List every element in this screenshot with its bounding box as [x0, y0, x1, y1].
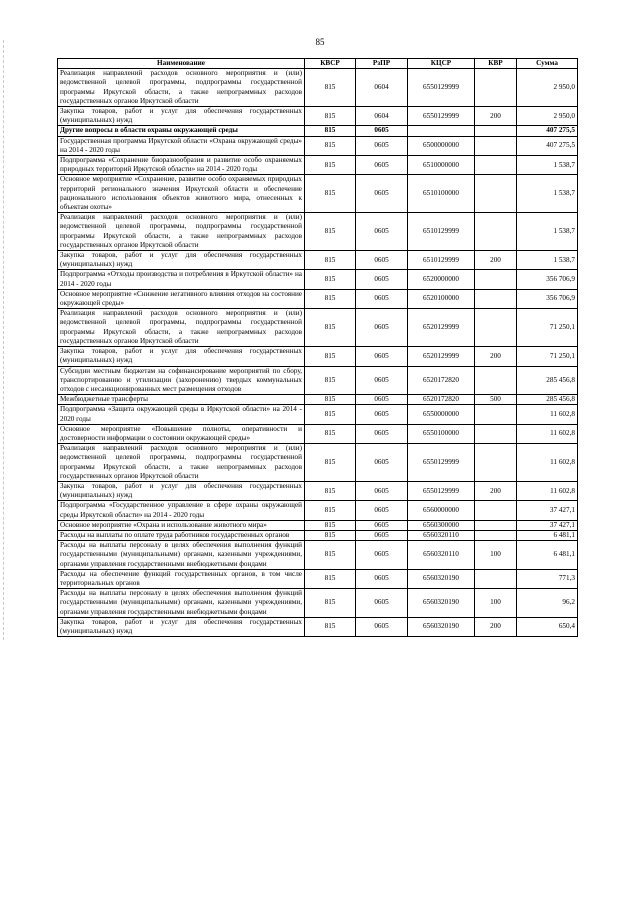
- cell-sum: 285 456,8: [517, 395, 578, 405]
- table-row: [58, 405, 578, 424]
- table-row: [58, 395, 578, 405]
- cell-name: Субсидии местным бюджетам на софинансирование мероприятий по сбору, транспортированию и утилизации (захоронению) твердых коммунальных отходов с несанкционированных мест размещения отходов: [58, 366, 305, 395]
- cell-kvr: [475, 405, 517, 424]
- cell-kcsr: 6560320110: [408, 541, 475, 570]
- cell-kcsr: 6520129999: [408, 347, 475, 366]
- cell-rzpr: 0605: [356, 481, 408, 500]
- cell-name: Расходы на выплаты персоналу в целях обеспечения выполнения функций государственными (муниципальными) органами, казенными учреждениями, органами управления государственными внебюджетными фондами: [58, 589, 305, 618]
- cell-kcsr: 6510100000: [408, 175, 475, 213]
- cell-kvr: 200: [475, 107, 517, 126]
- cell-name: Межбюджетные трансферты: [58, 395, 305, 405]
- cell-rzpr: 0605: [356, 347, 408, 366]
- cell-kvsr: 815: [305, 520, 356, 530]
- cell-sum: 96,2: [517, 589, 578, 618]
- cell-kvr: [475, 569, 517, 588]
- cell-kcsr: 6550100000: [408, 424, 475, 443]
- cell-kcsr: 6560320190: [408, 589, 475, 618]
- cell-rzpr: 0605: [356, 444, 408, 482]
- header-kcsr: КЦСР: [408, 59, 475, 69]
- cell-sum: 71 250,1: [517, 309, 578, 347]
- cell-kvsr: 815: [305, 501, 356, 520]
- cell-kvr: 100: [475, 589, 517, 618]
- table-row: [58, 617, 578, 636]
- cell-name: Закупка товаров, работ и услуг для обеспечения государственных (муниципальных) нужд: [58, 107, 305, 126]
- cell-kvr: [475, 270, 517, 289]
- cell-kvsr: 815: [305, 395, 356, 405]
- cell-kcsr: 6550000000: [408, 405, 475, 424]
- cell-sum: 1 538,7: [517, 251, 578, 270]
- cell-sum: 2 950,0: [517, 107, 578, 126]
- cell-kvr: [475, 213, 517, 251]
- header-sum: Сумма: [517, 59, 578, 69]
- table-row: [58, 107, 578, 126]
- cell-kvsr: 815: [305, 309, 356, 347]
- table-row: [58, 530, 578, 540]
- cell-rzpr: 0605: [356, 501, 408, 520]
- cell-rzpr: 0605: [356, 541, 408, 570]
- cell-name: Закупка товаров, работ и услуг для обеспечения государственных (муниципальных) нужд: [58, 617, 305, 636]
- cell-kcsr: 6520129999: [408, 309, 475, 347]
- cell-kcsr: 6550129999: [408, 69, 475, 107]
- cell-name: Расходы на выплаты по оплате труда работников государственных органов: [58, 530, 305, 540]
- table-row: [58, 289, 578, 308]
- cell-kvsr: 815: [305, 530, 356, 540]
- cell-kvsr: 815: [305, 156, 356, 175]
- cell-kcsr: 6510129999: [408, 213, 475, 251]
- cell-kcsr: 6510129999: [408, 251, 475, 270]
- cell-kvr: 200: [475, 617, 517, 636]
- table-row: [58, 213, 578, 251]
- cell-sum: 11 602,8: [517, 444, 578, 482]
- cell-sum: 11 602,8: [517, 481, 578, 500]
- table-row: [58, 156, 578, 175]
- cell-rzpr: 0605: [356, 589, 408, 618]
- cell-kcsr: 6560320190: [408, 617, 475, 636]
- header-name: Наименование: [58, 59, 305, 69]
- cell-rzpr: 0605: [356, 175, 408, 213]
- table-row: [58, 444, 578, 482]
- cell-name: Реализация направлений расходов основного мероприятия и (или) ведомственной целевой программы, подпрограммы государственной программы Иркутской области, а также непрограммных расходов государственных органов Иркутской области: [58, 213, 305, 251]
- table-row: [58, 424, 578, 443]
- cell-name: Реализация направлений расходов основного мероприятия и (или) ведомственной целевой программы, подпрограммы государственной программы Иркутской области, а также непрограммных расходов государственных органов Иркутской области: [58, 69, 305, 107]
- cell-kvsr: 815: [305, 589, 356, 618]
- cell-kcsr: 6550129999: [408, 444, 475, 482]
- table-header-row: [58, 59, 578, 69]
- cell-kvr: [475, 175, 517, 213]
- cell-name: Реализация направлений расходов основного мероприятия и (или) ведомственной целевой программы, подпрограммы государственной программы Иркутской области, а также непрограммных расходов государственных органов Иркутской области: [58, 444, 305, 482]
- table-row: [58, 366, 578, 395]
- cell-kvsr: 815: [305, 175, 356, 213]
- cell-sum: 771,3: [517, 569, 578, 588]
- cell-kvr: [475, 530, 517, 540]
- cell-kvr: [475, 520, 517, 530]
- cell-sum: 11 602,8: [517, 424, 578, 443]
- cell-kvsr: 815: [305, 405, 356, 424]
- cell-kvsr: 815: [305, 444, 356, 482]
- cell-sum: 37 427,1: [517, 501, 578, 520]
- cell-rzpr: 0605: [356, 405, 408, 424]
- cell-name: Государственная программа Иркутской области «Охрана окружающей среды» на 2014 - 2020 годы: [58, 136, 305, 155]
- cell-name: Расходы на обеспечение функций государственных органов, в том числе территориальных органов: [58, 569, 305, 588]
- cell-sum: 650,4: [517, 617, 578, 636]
- cell-rzpr: 0605: [356, 309, 408, 347]
- cell-kcsr: [408, 126, 475, 136]
- cell-sum: 407 275,5: [517, 136, 578, 155]
- cell-kvr: [475, 289, 517, 308]
- cell-sum: 285 456,8: [517, 366, 578, 395]
- table-row: [58, 569, 578, 588]
- cell-rzpr: 0604: [356, 69, 408, 107]
- cell-kcsr: 6560320110: [408, 530, 475, 540]
- cell-kvr: [475, 424, 517, 443]
- cell-sum: 6 481,1: [517, 530, 578, 540]
- table-row: [58, 520, 578, 530]
- cell-kvsr: 815: [305, 126, 356, 136]
- cell-kvsr: 815: [305, 270, 356, 289]
- cell-kvsr: 815: [305, 366, 356, 395]
- header-kvr: КВР: [475, 59, 517, 69]
- cell-kcsr: 6510000000: [408, 156, 475, 175]
- cell-rzpr: 0604: [356, 107, 408, 126]
- cell-kcsr: 6560000000: [408, 501, 475, 520]
- cell-kcsr: 6520000000: [408, 270, 475, 289]
- cell-sum: 1 538,7: [517, 175, 578, 213]
- cell-rzpr: 0605: [356, 270, 408, 289]
- cell-name: Подпрограмма «Отходы производства и потребления в Иркутской области» на 2014 - 2020 годы: [58, 270, 305, 289]
- table-row: [58, 136, 578, 155]
- cell-sum: 11 602,8: [517, 405, 578, 424]
- cell-name: Реализация направлений расходов основного мероприятия и (или) ведомственной целевой программы, подпрограммы государственной программы Иркутской области, а также непрограммных расходов государственных органов Иркутской области: [58, 309, 305, 347]
- cell-kvsr: 815: [305, 347, 356, 366]
- cell-rzpr: 0605: [356, 289, 408, 308]
- cell-kvsr: 815: [305, 213, 356, 251]
- cell-kvsr: 815: [305, 289, 356, 308]
- cell-kvr: [475, 309, 517, 347]
- cell-sum: 2 950,0: [517, 69, 578, 107]
- cell-kcsr: 6550129999: [408, 107, 475, 126]
- table-row: [58, 481, 578, 500]
- cell-name: Расходы на выплаты персоналу в целях обеспечения выполнения функций государственными (муниципальными) органами, казенными учреждениями, органами управления государственными внебюджетными фондами: [58, 541, 305, 570]
- cell-rzpr: 0605: [356, 136, 408, 155]
- cell-kvsr: 815: [305, 569, 356, 588]
- cell-name: Основное мероприятие «Охрана и использование животного мира»: [58, 520, 305, 530]
- cell-kvsr: 815: [305, 107, 356, 126]
- cell-name: Закупка товаров, работ и услуг для обеспечения государственных (муниципальных) нужд: [58, 347, 305, 366]
- cell-kvr: [475, 69, 517, 107]
- cell-kcsr: 6520172820: [408, 366, 475, 395]
- table-row: [58, 69, 578, 107]
- cell-kvr: 200: [475, 347, 517, 366]
- cell-name: Основное мероприятие «Повышение полноты, оперативности и достоверности информации о состоянии окружающей среды»: [58, 424, 305, 443]
- cell-kvr: [475, 126, 517, 136]
- cell-sum: 407 275,5: [517, 126, 578, 136]
- cell-name: Закупка товаров, работ и услуг для обеспечения государственных (муниципальных) нужд: [58, 481, 305, 500]
- cell-name: Закупка товаров, работ и услуг для обеспечения государственных (муниципальных) нужд: [58, 251, 305, 270]
- cell-rzpr: 0605: [356, 366, 408, 395]
- cell-kvr: [475, 366, 517, 395]
- table-row: [58, 589, 578, 618]
- budget-table: [57, 58, 578, 637]
- cell-kvr: 200: [475, 251, 517, 270]
- cell-rzpr: 0605: [356, 569, 408, 588]
- cell-kcsr: 6500000000: [408, 136, 475, 155]
- cell-name: Подпрограмма «Сохранение биоразнообразия и развитие особо охраняемых природных территорий Иркутской области» на 2014 - 2020 годы: [58, 156, 305, 175]
- cell-sum: 356 706,9: [517, 289, 578, 308]
- cell-rzpr: 0605: [356, 424, 408, 443]
- cell-kvr: 200: [475, 481, 517, 500]
- cell-kvr: 500: [475, 395, 517, 405]
- cell-kcsr: 6560320190: [408, 569, 475, 588]
- cell-kvr: [475, 444, 517, 482]
- cell-kcsr: 6520172820: [408, 395, 475, 405]
- cell-name: Подпрограмма «Государственное управление в сфере охраны окружающей среды Иркутской области» на 2014 - 2020 годы: [58, 501, 305, 520]
- cell-kvsr: 815: [305, 424, 356, 443]
- table-body: [58, 69, 578, 637]
- table-row: [58, 501, 578, 520]
- cell-sum: 1 538,7: [517, 156, 578, 175]
- cell-kcsr: 6560300000: [408, 520, 475, 530]
- cell-kvr: 100: [475, 541, 517, 570]
- cell-kvsr: 815: [305, 617, 356, 636]
- binder-margin-line: [3, 40, 5, 640]
- cell-kvsr: 815: [305, 251, 356, 270]
- table-row: [58, 251, 578, 270]
- header-kvsr: КВСР: [305, 59, 356, 69]
- cell-name: Другие вопросы в области охраны окружающей среды: [58, 126, 305, 136]
- cell-kvr: [475, 156, 517, 175]
- cell-rzpr: 0605: [356, 395, 408, 405]
- cell-name: Основное мероприятие «Снижение негативного влияния отходов на состояние окружающей среды»: [58, 289, 305, 308]
- cell-name: Подпрограмма «Защита окружающей среды в Иркутской области» на 2014 - 2020 годы: [58, 405, 305, 424]
- cell-rzpr: 0605: [356, 156, 408, 175]
- cell-sum: 356 706,9: [517, 270, 578, 289]
- cell-kcsr: 6520100000: [408, 289, 475, 308]
- cell-sum: 1 538,7: [517, 213, 578, 251]
- cell-rzpr: 0605: [356, 126, 408, 136]
- cell-kvsr: 815: [305, 481, 356, 500]
- table-row: [58, 347, 578, 366]
- cell-kvr: [475, 501, 517, 520]
- cell-kvr: [475, 136, 517, 155]
- table-row: [58, 541, 578, 570]
- table-row: [58, 175, 578, 213]
- cell-kvsr: 815: [305, 541, 356, 570]
- table-row: [58, 126, 578, 136]
- table-row: [58, 270, 578, 289]
- cell-kvsr: 815: [305, 136, 356, 155]
- cell-rzpr: 0605: [356, 520, 408, 530]
- cell-kvsr: 815: [305, 69, 356, 107]
- cell-sum: 37 427,1: [517, 520, 578, 530]
- cell-name: Основное мероприятие «Сохранение, развитие особо охраняемых природных территорий регионального значения Иркутской области и обеспечение рационального использования объектов животного мира, отнесенных к объектам охоты»: [58, 175, 305, 213]
- table-row: [58, 309, 578, 347]
- cell-rzpr: 0605: [356, 530, 408, 540]
- header-rzpr: РзПР: [356, 59, 408, 69]
- cell-sum: 71 250,1: [517, 347, 578, 366]
- cell-rzpr: 0605: [356, 617, 408, 636]
- cell-rzpr: 0605: [356, 251, 408, 270]
- page-number: 85: [315, 37, 325, 47]
- cell-rzpr: 0605: [356, 213, 408, 251]
- cell-sum: 6 481,1: [517, 541, 578, 570]
- cell-kcsr: 6550129999: [408, 481, 475, 500]
